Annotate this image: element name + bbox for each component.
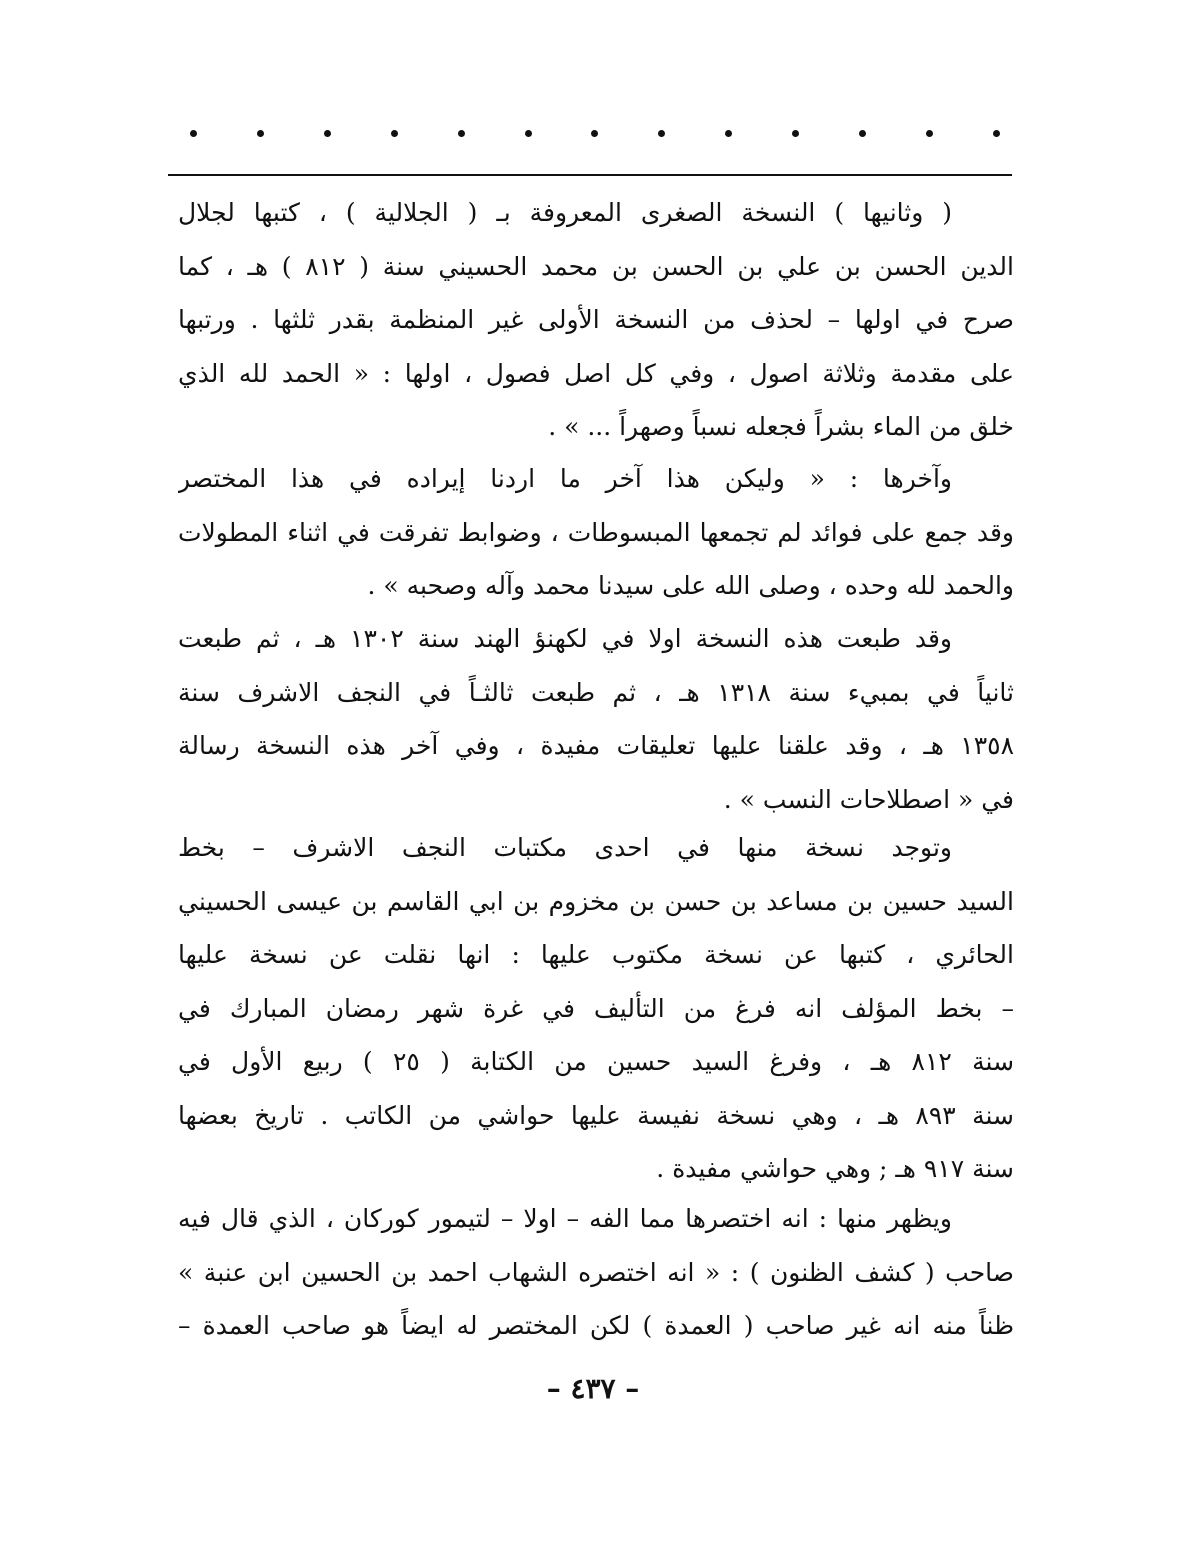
paragraph-3 <box>178 612 1014 826</box>
ornament-dot <box>324 130 331 137</box>
text-line: صرح في اولها – لحذف من النسخة الأولى غير المنظمة بقدر ثلثها . ورتبها <box>178 305 1014 334</box>
text-line: وقد جمع على فوائد لم تجمعها المبسوطات ، وضوابط تفرقت في اثناء المطولات <box>178 517 1014 547</box>
text-line: صاحب ( كشف الظنون ) : « انه اختصره الشهاب احمد بن الحسين ابن عنبة » <box>178 1257 1014 1287</box>
text-line: ثانياً في بمبيء سنة ١٣١٨ هـ ، ثم طبعت ثالثـاً في النجف الاشرف سنة <box>178 677 1014 707</box>
ornament-dot <box>658 130 665 137</box>
text-line: في « اصطلاحات النسب » . <box>723 784 1014 814</box>
ornament-dot <box>993 130 1000 137</box>
paragraph-2 <box>178 452 1014 613</box>
text-line: السيد حسين بن مساعد بن حسن بن مخزوم بن ابي القاسم بن عيسى الحسيني <box>178 886 1014 916</box>
ornament-dot <box>725 130 732 137</box>
text-line: سنة ٨١٢ هـ ، وفرغ السيد حسين من الكتابة ( ٢٥ ) ربيع الأول في <box>178 1047 1014 1076</box>
page-number: – ٤٣٧ – <box>546 1372 640 1405</box>
text-line: على مقدمة وثلاثة اصول ، وفي كل اصل فصول ، اولها : « الحمد لله الذي <box>178 358 1014 388</box>
ornament-dot <box>926 130 933 137</box>
text-line: ظناً منه انه غير صاحب ( العمدة ) لكن المختصر له ايضاً هو صاحب العمدة – <box>178 1311 1014 1340</box>
ornament-dot <box>591 130 598 137</box>
ornament-dot <box>525 130 532 137</box>
text-line: الدين الحسن بن علي بن الحسن بن محمد الحسيني سنة ( ٨١٢ ) هـ ، كما <box>178 251 1014 281</box>
ornament-dots <box>190 118 1000 148</box>
text-line: ( وثانيها ) النسخة الصغرى المعروفة بـ ( الجلالية ) ، كتبها لجلال <box>178 198 952 227</box>
ornament-dot <box>190 130 197 137</box>
ornament-dot <box>391 130 398 137</box>
text-line: ويظهر منها : انه اختصرها مما الفه – اولا – لتيمور كوركان ، الذي قال فيه <box>178 1204 952 1233</box>
text-line: وقد طبعت هذه النسخة اولا في لكهنؤ الهند سنة ١٣٠٢ هـ ، ثم طبعت <box>178 624 952 653</box>
paragraph-5 <box>178 1192 1014 1353</box>
text-line: – بخط المؤلف انه فرغ من التأليف في غرة شهر رمضان المبارك في <box>178 993 1014 1023</box>
text-line: وآخرها : « وليكن هذا آخر ما اردنا إيراده في هذا المختصر <box>178 464 952 493</box>
ornament-dot <box>859 130 866 137</box>
header-rule <box>168 174 1012 176</box>
text-line: ١٣٥٨ هـ ، وقد علقنا عليها تعليقات مفيدة ، وفي آخر هذه النسخة رسالة <box>178 731 1014 760</box>
ornament-dot <box>458 130 465 137</box>
text-line: والحمد لله وحده ، وصلى الله على سيدنا محمد وآله وصحبه » . <box>367 571 1014 600</box>
text-line: سنة ٨٩٣ هـ ، وهي نسخة نفيسة عليها حواشي من الكاتب . تاريخ بعضها <box>178 1100 1014 1130</box>
ornament-dot <box>792 130 799 137</box>
text-line: سنة ٩١٧ هـ ; وهي حواشي مفيدة . <box>656 1154 1014 1183</box>
ornament-dot <box>257 130 264 137</box>
text-line: خلق من الماء بشراً فجعله نسباً وصهراً ... » . <box>548 412 1014 441</box>
paragraph-1 <box>178 186 1014 454</box>
paragraph-4 <box>178 821 1014 1196</box>
text-line: الحائري ، كتبها عن نسخة مكتوب عليها : انها نقلت عن نسخة عليها <box>178 940 1014 969</box>
text-line: وتوجد نسخة منها في احدى مكتبات النجف الاشرف – بخط <box>178 833 952 862</box>
